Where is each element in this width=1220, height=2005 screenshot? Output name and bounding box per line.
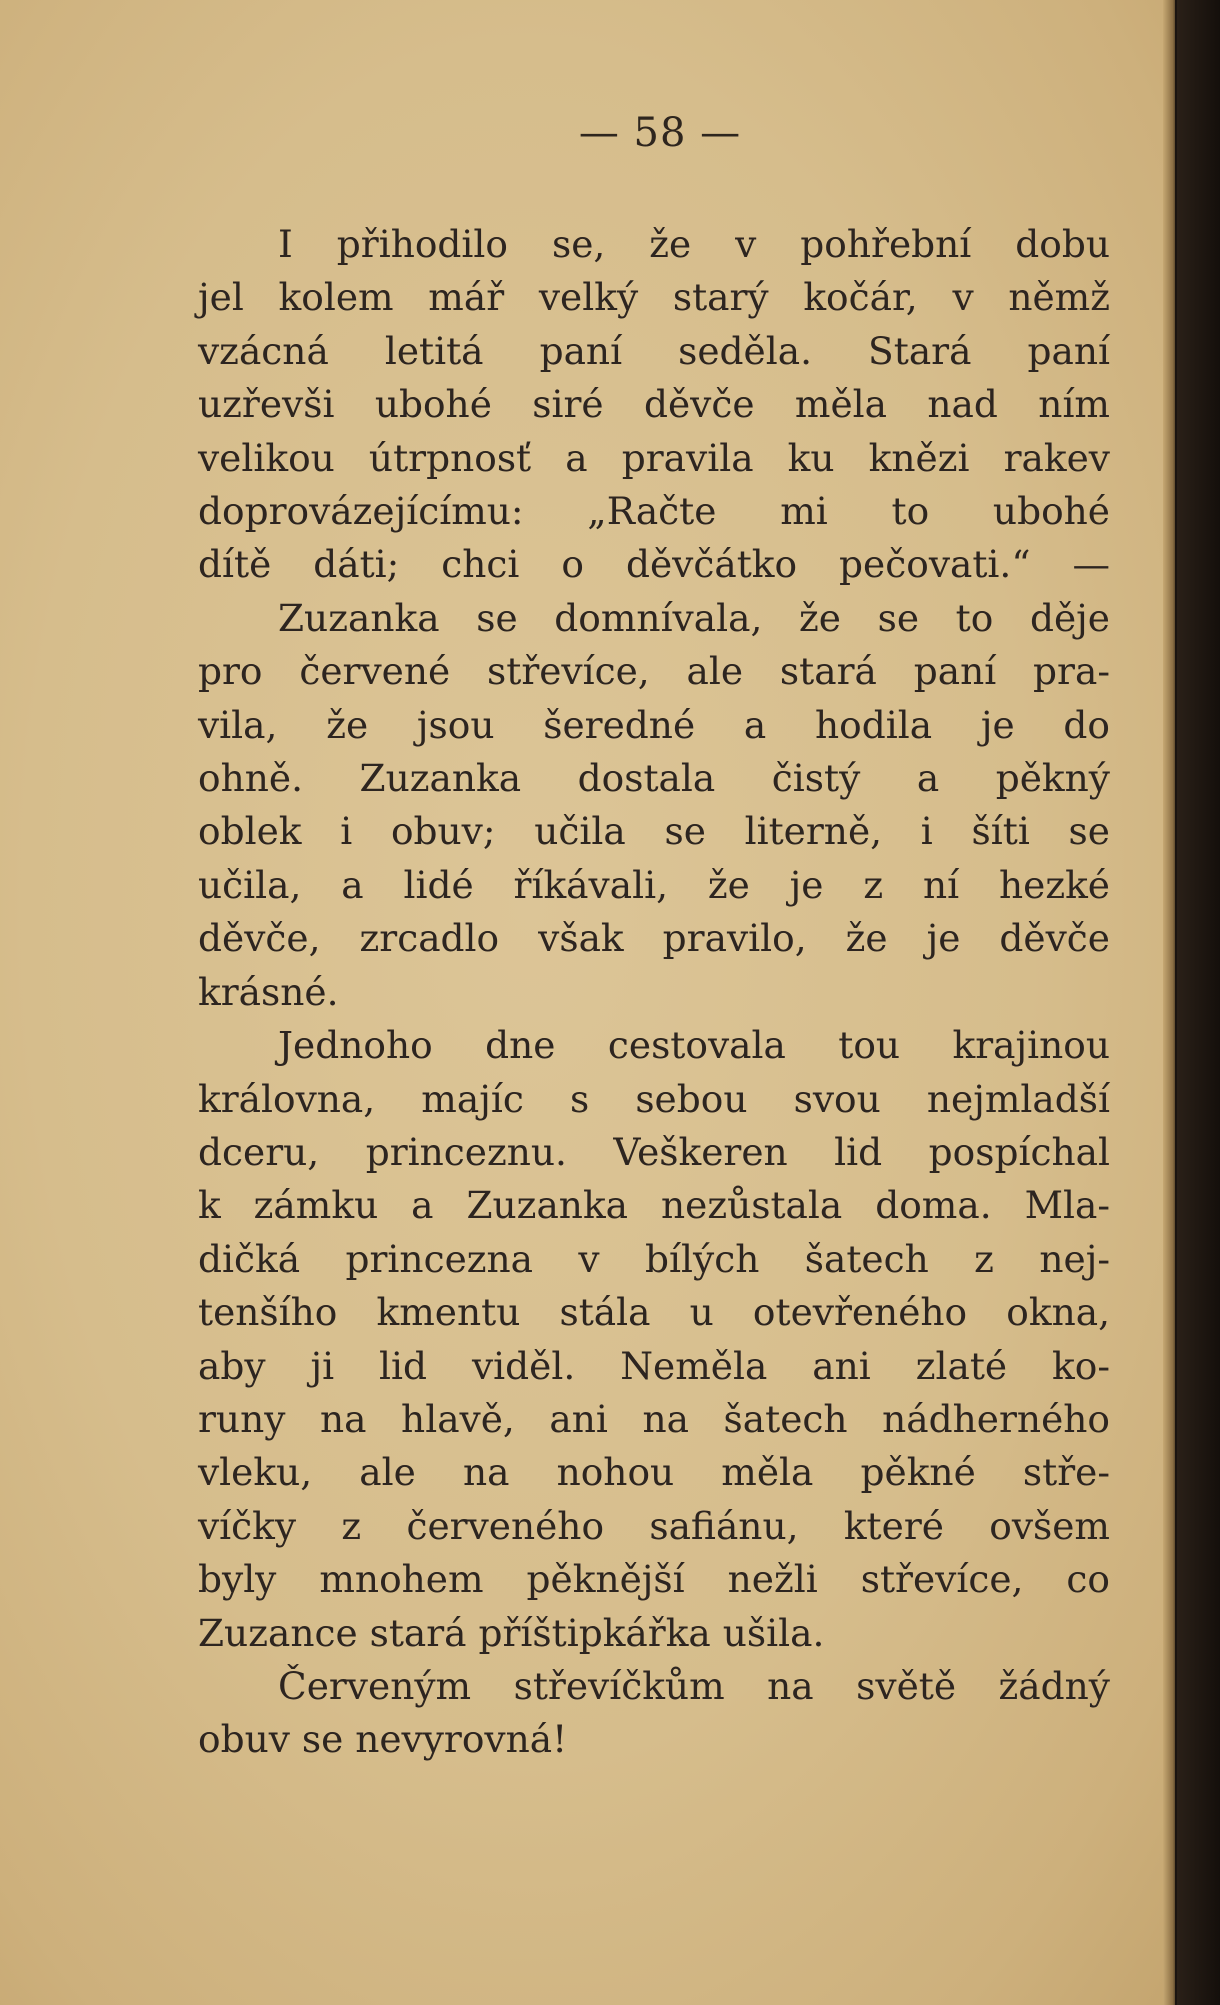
text-line: dičká princezna v bílých šatech z nej- xyxy=(198,1236,1110,1281)
text-line: vleku, ale na nohou měla pěkné stře- xyxy=(198,1450,1110,1495)
text-line: dceru, princeznu. Veškeren lid pospíchal xyxy=(198,1129,1110,1174)
text-line: uzřevši ubohé siré děvče měla nad ním xyxy=(198,382,1110,427)
text-line: Jednoho dne cestovala tou krajinou xyxy=(278,1023,1110,1068)
book-binding-edge xyxy=(1177,0,1220,2005)
text-line: pro červené střevíce, ale stará paní pra- xyxy=(198,649,1110,694)
text-line: oblek i obuv; učila se literně, i šíti se xyxy=(198,809,1110,854)
text-line: Zuzanka se domnívala, že se to děje xyxy=(278,595,1110,640)
text-line: velikou útrpnosť a pravila ku knězi rakev xyxy=(198,435,1110,480)
text-line: Červeným střevíčkům na světě žádný xyxy=(278,1663,1110,1708)
text-line: aby ji lid viděl. Neměla ani zlaté ko- xyxy=(198,1343,1110,1388)
text-line: k zámku a Zuzanka nezůstala doma. Mla- xyxy=(198,1183,1110,1228)
text-line: jel kolem mář velký starý kočár, v němž xyxy=(198,275,1110,320)
text-line: ohně. Zuzanka dostala čistý a pěkný xyxy=(198,756,1110,801)
text-line: tenšího kmentu stála u otevřeného okna, xyxy=(198,1290,1110,1335)
text-line: královna, majíc s sebou svou nejmladší xyxy=(198,1076,1110,1121)
page-edge-shadow xyxy=(1163,0,1175,2005)
text-line: I přihodilo se, že v pohřební dobu xyxy=(278,222,1110,266)
body-text xyxy=(198,218,1110,1767)
text-line: doprovázejícímu: „Račte mi to ubohé xyxy=(198,489,1110,534)
text-line: krásné. xyxy=(198,969,339,1014)
text-line: vzácná letitá paní seděla. Stará paní xyxy=(198,328,1110,373)
text-line: obuv se nevyrovná! xyxy=(198,1717,568,1762)
text-line: vila, že jsou šeredné a hodila je do xyxy=(198,702,1110,747)
page-number: — 58 — xyxy=(578,110,742,156)
text-line: učila, a lidé říkávali, že je z ní hezké xyxy=(198,862,1110,907)
text-line: dítě dáti; chci o děvčátko pečovati.“ — xyxy=(198,542,1110,587)
text-line: Zuzance stará příštipkářka ušila. xyxy=(198,1610,825,1655)
text-line: děvče, zrcadlo však pravilo, že je děvče xyxy=(198,916,1110,961)
text-line: víčky z červeného safiánu, které ovšem xyxy=(198,1503,1110,1548)
text-line: runy na hlavě, ani na šatech nádherného xyxy=(198,1396,1110,1441)
text-line: byly mnohem pěknější nežli střevíce, co xyxy=(198,1557,1110,1602)
